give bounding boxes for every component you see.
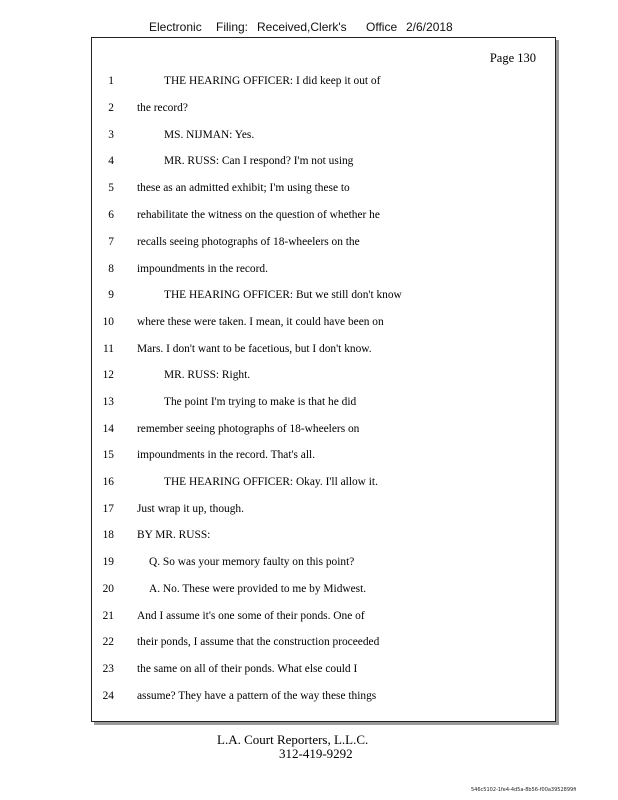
line-number: 2 bbox=[108, 102, 114, 114]
transcript-line bbox=[92, 178, 555, 198]
line-text: A. No. These were provided to me by Midwest. bbox=[149, 583, 367, 595]
transcript-line bbox=[92, 125, 555, 145]
line-number: 1 bbox=[108, 75, 114, 87]
line-number: 24 bbox=[102, 690, 114, 702]
reporter-firm-name: L.A. Court Reporters, L.L.C. bbox=[217, 732, 369, 747]
transcript-line bbox=[92, 205, 555, 225]
line-text: rehabilitate the witness on the question of whether he bbox=[137, 209, 380, 221]
line-text: MR. RUSS: Can I respond? I'm not using bbox=[164, 155, 354, 167]
line-number: 15 bbox=[102, 449, 114, 461]
transcript-line bbox=[92, 472, 555, 492]
transcript-line bbox=[92, 71, 555, 91]
line-number: 11 bbox=[103, 343, 114, 355]
line-number: 12 bbox=[102, 369, 114, 381]
line-number: 4 bbox=[108, 155, 114, 167]
page-number: Page 130 bbox=[489, 51, 536, 65]
line-text: The point I'm trying to make is that he did bbox=[164, 396, 357, 408]
line-number: 19 bbox=[102, 556, 114, 568]
header-word-electronic: Electronic bbox=[149, 20, 202, 34]
line-number: 17 bbox=[102, 503, 114, 515]
line-number: 5 bbox=[108, 182, 114, 194]
header-word-filing: Filing: bbox=[216, 20, 249, 34]
line-text: Q. So was your memory faulty on this point? bbox=[149, 556, 355, 568]
transcript-line bbox=[92, 552, 555, 572]
line-text: MR. RUSS: Right. bbox=[164, 369, 251, 381]
transcript-line bbox=[92, 579, 555, 599]
line-number: 8 bbox=[108, 263, 114, 275]
line-text: BY MR. RUSS: bbox=[137, 529, 211, 541]
transcript-line bbox=[92, 151, 555, 171]
line-text: recalls seeing photographs of 18-wheelers on the bbox=[137, 236, 360, 248]
line-number: 22 bbox=[102, 636, 114, 648]
header-word-received: Received,Clerk's bbox=[257, 20, 347, 34]
transcript-line bbox=[92, 606, 555, 626]
line-number: 18 bbox=[102, 529, 114, 541]
line-text: MS. NIJMAN: Yes. bbox=[164, 129, 255, 141]
transcript-line bbox=[92, 445, 555, 465]
line-number: 13 bbox=[102, 396, 114, 408]
transcript-line bbox=[92, 392, 555, 412]
transcript-line bbox=[92, 499, 555, 519]
header-word-office: Office bbox=[366, 20, 398, 34]
transcript-line bbox=[92, 259, 555, 279]
transcript-line bbox=[92, 285, 555, 305]
transcript-line bbox=[92, 98, 555, 118]
line-number: 9 bbox=[108, 289, 114, 301]
line-text: their ponds, I assume that the construction proceeded bbox=[137, 636, 380, 648]
line-text: THE HEARING OFFICER: I did keep it out of bbox=[164, 75, 381, 87]
line-text: Just wrap it up, though. bbox=[137, 503, 244, 515]
transcript-line bbox=[92, 525, 555, 545]
transcript-line bbox=[92, 632, 555, 652]
line-number: 16 bbox=[102, 476, 114, 488]
line-text: THE HEARING OFFICER: But we still don't know bbox=[164, 289, 402, 301]
transcript-line bbox=[92, 419, 555, 439]
transcript-line bbox=[92, 232, 555, 252]
line-text: the same on all of their ponds. What else could I bbox=[137, 663, 358, 675]
line-text: THE HEARING OFFICER: Okay. I'll allow it. bbox=[164, 476, 378, 488]
line-number: 6 bbox=[108, 209, 114, 221]
line-text: impoundments in the record. That's all. bbox=[137, 449, 316, 461]
line-text: the record? bbox=[137, 102, 188, 114]
line-text: impoundments in the record. bbox=[137, 263, 268, 275]
line-number: 3 bbox=[108, 129, 114, 141]
transcript-line bbox=[92, 312, 555, 332]
transcript-page bbox=[91, 37, 556, 722]
transcript-line bbox=[92, 686, 555, 706]
line-text: remember seeing photographs of 18-wheelers on bbox=[137, 423, 360, 435]
line-number: 23 bbox=[102, 663, 114, 675]
line-text: Mars. I don't want to be facetious, but I don't know. bbox=[137, 343, 372, 355]
filing-stamp-header bbox=[0, 20, 618, 38]
line-text: And I assume it's one some of their ponds. One of bbox=[137, 610, 365, 622]
reporter-phone: 312-419-9292 bbox=[279, 746, 353, 761]
line-number: 14 bbox=[102, 423, 114, 435]
document-id: 546c5102-1fe4-4d5a-8b56-f00a3952899fi bbox=[471, 787, 577, 793]
header-date: 2/6/2018 bbox=[406, 20, 453, 34]
line-text: these as an admitted exhibit; I'm using these to bbox=[137, 182, 350, 194]
line-text: where these were taken. I mean, it could have been on bbox=[137, 316, 384, 328]
line-text: assume? They have a pattern of the way these things bbox=[137, 690, 377, 702]
line-number: 7 bbox=[108, 236, 114, 248]
transcript-line bbox=[92, 659, 555, 679]
line-number: 20 bbox=[102, 583, 114, 595]
line-number: 10 bbox=[102, 316, 114, 328]
transcript-line bbox=[92, 339, 555, 359]
transcript-line bbox=[92, 365, 555, 385]
line-number: 21 bbox=[102, 610, 114, 622]
